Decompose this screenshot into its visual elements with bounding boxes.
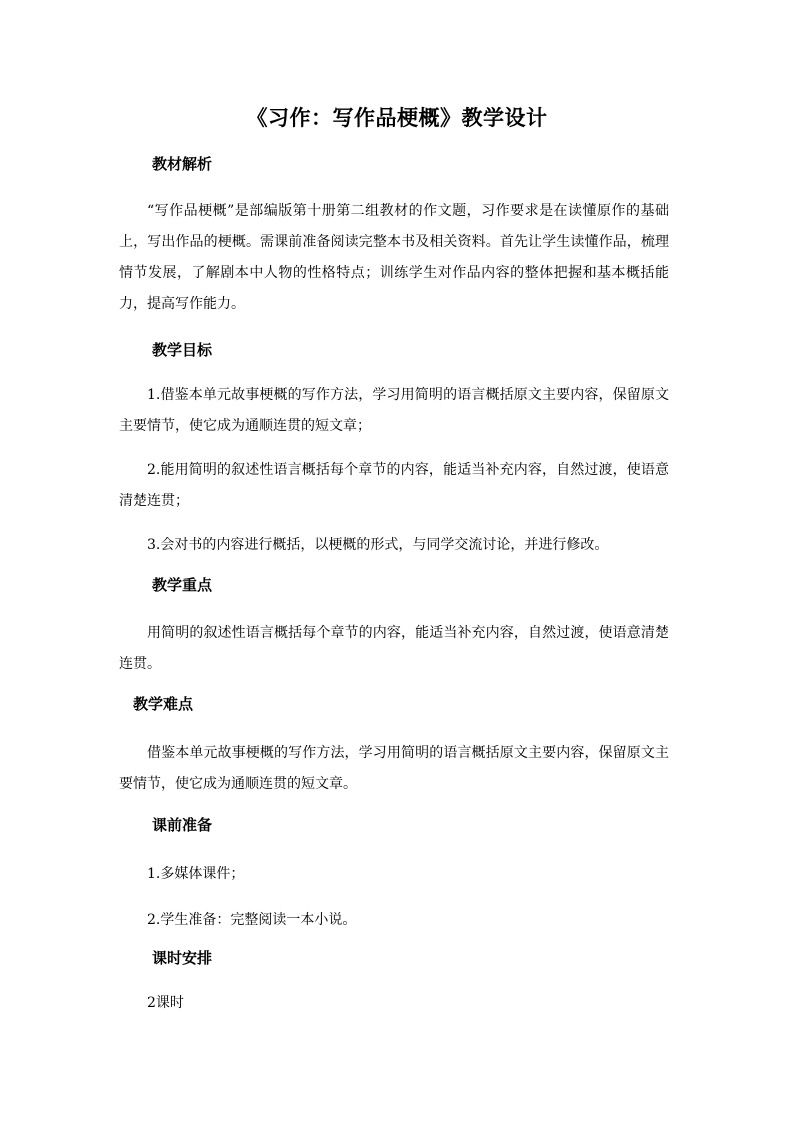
heading-schedule: 课时安排 (152, 949, 213, 967)
objective-item-3: 3.会对书的内容进行概括，以梗概的形式，与同学交流讨论，并进行修改。 (147, 537, 609, 553)
heading-objectives: 教学目标 (152, 341, 213, 359)
analysis-paragraph: “写作品梗概”是部编版第十册第二组教材的作文题，习作要求是在读懂原作的基础上，写出作品的梗概。需课前准备阅读完整本书及相关资料。首先让学生读懂作品，梳理情节发展，了解剧本中人物的性格特点；训练学生对作品内容的整体把握和基本概括能力，提高写作能力。 (119, 203, 669, 312)
key-points-paragraph: 用简明的叙述性语言概括每个章节的内容，能适当补充内容，自然过渡，使语意清楚连贯。 (119, 625, 669, 672)
preparation-item-1: 1.多媒体课件； (147, 866, 245, 882)
preparation-item-2: 2.学生准备：完整阅读一本小说。 (147, 912, 357, 928)
heading-key-points: 教学重点 (152, 576, 213, 594)
document-title: 《习作：写作品梗概》教学设计 (246, 105, 548, 130)
heading-difficulties: 教学难点 (133, 695, 194, 713)
objective-item-1: 1.借鉴本单元故事梗概的写作方法，学习用简明的语言概括原文主要内容，保留原文主要情节，使它成为通顺连贯的短文章； (119, 387, 669, 434)
heading-preparation: 课前准备 (152, 816, 213, 834)
objective-item-2: 2.能用简明的叙述性语言概括每个章节的内容，能适当补充内容，自然过渡，使语意清楚连贯； (119, 462, 669, 509)
schedule-text: 2课时 (147, 995, 184, 1011)
heading-analysis: 教材解析 (152, 155, 213, 173)
difficulties-paragraph: 借鉴本单元故事梗概的写作方法，学习用简明的语言概括原文主要内容，保留原文主要情节，使它成为通顺连贯的短文章。 (119, 745, 669, 792)
